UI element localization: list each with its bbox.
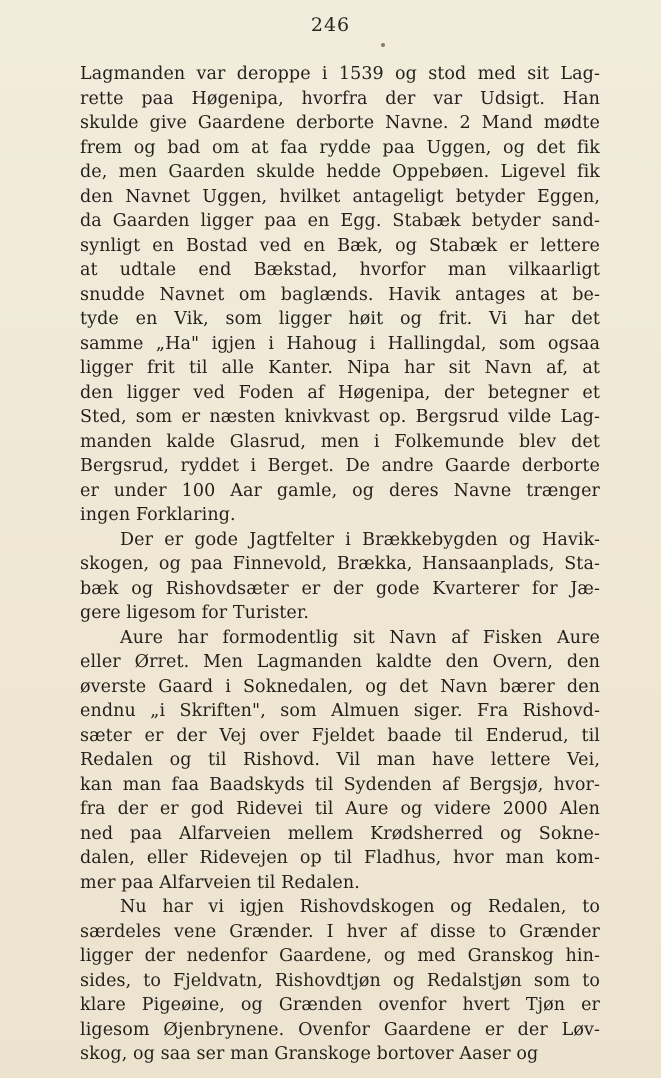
text-line: gere ligesom for Turister.: [80, 603, 310, 623]
text-line: ligesom Øjenbrynene. Ovenfor Gaardene er der Løv-: [80, 1019, 600, 1040]
text-line: fra der er god Ridevei til Aure og videre 2000 Alen: [80, 799, 600, 819]
text-line: skogen, og paa Finnevold, Brækka, Hansaanplads, Sta-: [80, 554, 600, 574]
text-line: Nu har vi igjen Rishovdskogen og Redalen, to: [120, 897, 600, 917]
text-line: ligger frit til alle Kanter. Nipa har sit Navn af, at: [80, 358, 600, 378]
text-line: den Navnet Uggen, hvilket antageligt betyder Eggen,: [80, 186, 600, 207]
paragraph: [80, 528, 600, 626]
text-line: snudde Navnet om baglænds. Havik antages at be-: [80, 284, 600, 305]
text-line: sæter er der Vej over Fjeldet baade til Enderud, til: [80, 725, 600, 746]
paragraph: [80, 626, 600, 896]
text-line: rette paa Høgenipa, hvorfra der var Udsigt. Han: [80, 88, 600, 109]
text-line: at udtale end Bækstad, hvorfor man vilkaarligt: [80, 260, 600, 280]
paragraph: [80, 895, 600, 1067]
text-line: ligger der nedenfor Gaardene, og med Granskog hin-: [80, 946, 600, 966]
text-line: Bergsrud, ryddet i Berget. De andre Gaarde derborte: [80, 456, 600, 476]
text-line: er under 100 Aar gamle, og deres Navne trænger: [80, 480, 600, 501]
text-line: klare Pigeøine, og Grænden ovenfor hvert Tjøn er: [80, 995, 600, 1015]
text-line: ned paa Alfarveien mellem Krødsherred og Sokne-: [80, 823, 600, 844]
text-line: særdeles vene Grænder. I hver af disse to Grænder: [80, 921, 600, 942]
paragraph: [80, 62, 600, 528]
text-line: skulde give Gaardene derborte Navne. 2 Mand mødte: [80, 113, 600, 133]
text-line: ingen Forklaring.: [80, 505, 236, 525]
text-line: eller Ørret. Men Lagmanden kaldte den Overn, den: [80, 652, 600, 672]
text-line: Aure har formodentlig sit Navn af Fisken Aure: [120, 627, 600, 648]
text-line: skog, og saa ser man Granskoge bortover Aaser og: [80, 1044, 539, 1064]
text-line: kan man faa Baadskyds til Sydenden af Bergsjø, hvor-: [80, 774, 600, 795]
text-line: de, men Gaarden skulde hedde Oppebøen. Ligevel fik: [80, 162, 600, 182]
text-line: Redalen og til Rishovd. Vil man have lettere Vei,: [80, 750, 600, 770]
text-line: mer paa Alfarveien til Redalen.: [80, 872, 360, 893]
paper-speck: [381, 43, 385, 47]
text-line: Der er gode Jagtfelter i Brækkebygden og Havik-: [120, 529, 600, 550]
text-line: Lagmanden var deroppe i 1539 og stod med sit Lag-: [80, 64, 600, 84]
text-line: dalen, eller Ridevejen op til Fladhus, hvor man kom-: [80, 848, 600, 868]
text-line: Sted, som er næsten knivkvast op. Bergsrud vilde Lag-: [80, 407, 600, 427]
text-line: den ligger ved Foden af Høgenipa, der betegner et: [80, 382, 600, 403]
text-line: sides, to Fjeldvatn, Rishovdtjøn og Redalstjøn som to: [80, 970, 600, 991]
text-line: bæk og Rishovdsæter er der gode Kvarterer for Jæ-: [80, 578, 600, 599]
text-line: manden kalde Glasrud, men i Folkemunde blev det: [80, 431, 600, 452]
text-line: synligt en Bostad ved en Bæk, og Stabæk er lettere: [80, 235, 600, 256]
page-number: 246: [310, 14, 351, 36]
text-line: tyde en Vik, som ligger høit og frit. Vi har det: [80, 309, 600, 329]
text-line: frem og bad om at faa rydde paa Uggen, og det fik: [80, 137, 600, 158]
body-text: [80, 62, 600, 1067]
text-line: da Gaarden ligger paa en Egg. Stabæk betyder sand-: [80, 211, 600, 231]
text-line: samme „Ha" igjen i Hahoug i Hallingdal, som ogsaa: [80, 333, 600, 354]
text-line: øverste Gaard i Soknedalen, og det Navn bærer den: [80, 676, 600, 697]
text-line: endnu „i Skriften", som Almuen siger. Fra Rishovd-: [80, 701, 600, 721]
